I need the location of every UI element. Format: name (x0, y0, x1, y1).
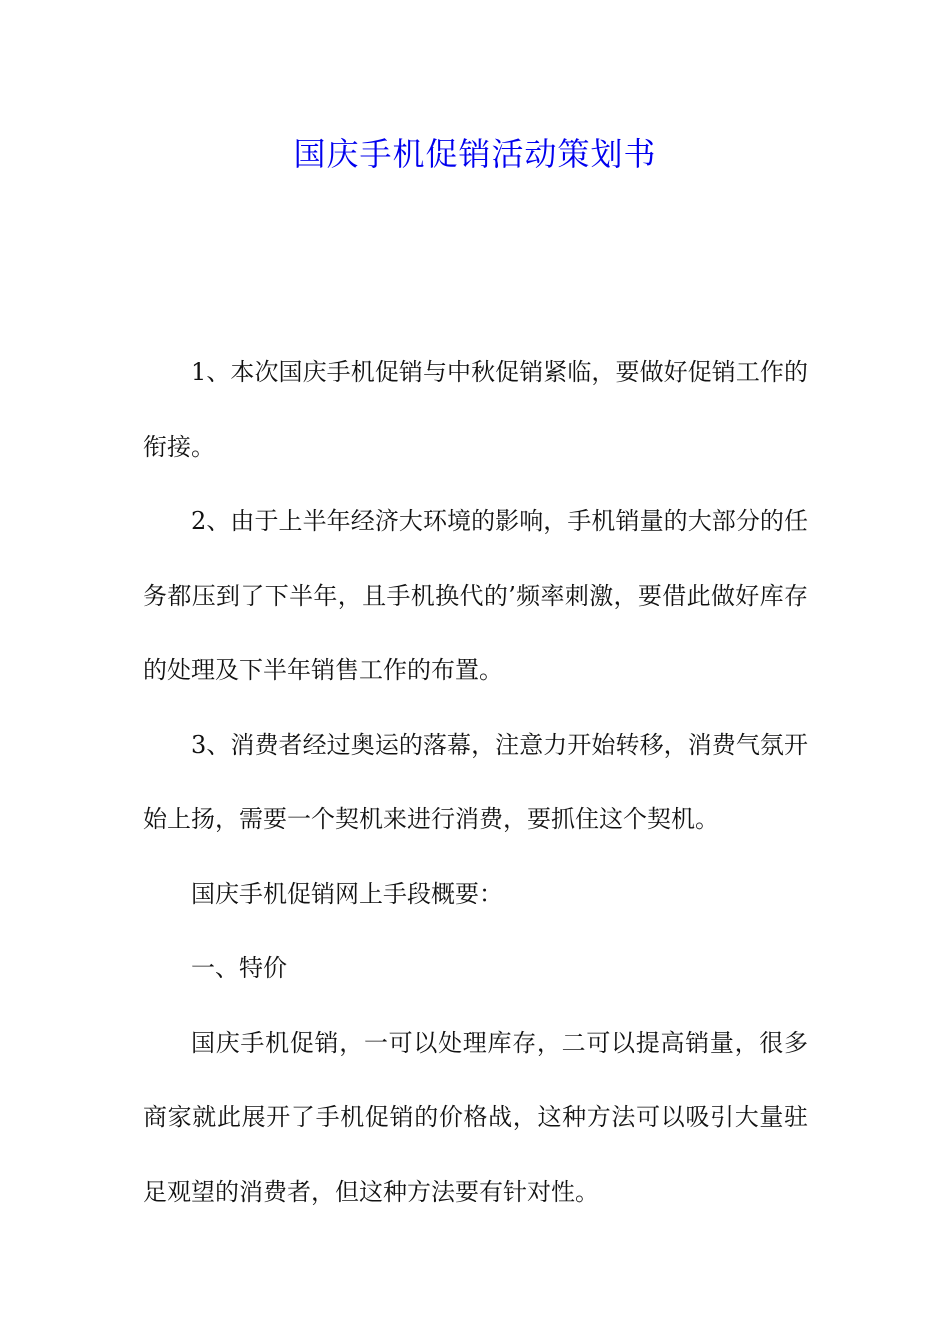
paragraph-3: 3、消费者经过奥运的落幕，注意力开始转移，消费气氛开始上扬，需要一个契机来进行消费，要抓住这个契机。 (143, 730, 808, 833)
document-title: 国庆手机促销活动策划书 (293, 135, 657, 173)
paragraph-1: 1、本次国庆手机促销与中秋促销紧临，要做好促销工作的衔接。 (143, 358, 808, 461)
section-intro: 国庆手机促销网上手段概要： (191, 879, 503, 908)
document-body (143, 335, 808, 1229)
section-heading-special-price: 一、特价 (191, 954, 287, 982)
paragraph-2: 2、由于上半年经济大环境的影响，手机销量的大部分的任务都压到了下半年，且手机换代的’频率刺激，要借此做好库存的处理及下半年销售工作的布置。 (143, 507, 808, 684)
paragraph-special-price: 国庆手机促销，一可以处理库存，二可以提高销量，很多商家就此展开了手机促销的价格战，这种方法可以吸引大量驻足观望的消费者，但这种方法要有针对性。 (143, 1028, 808, 1206)
